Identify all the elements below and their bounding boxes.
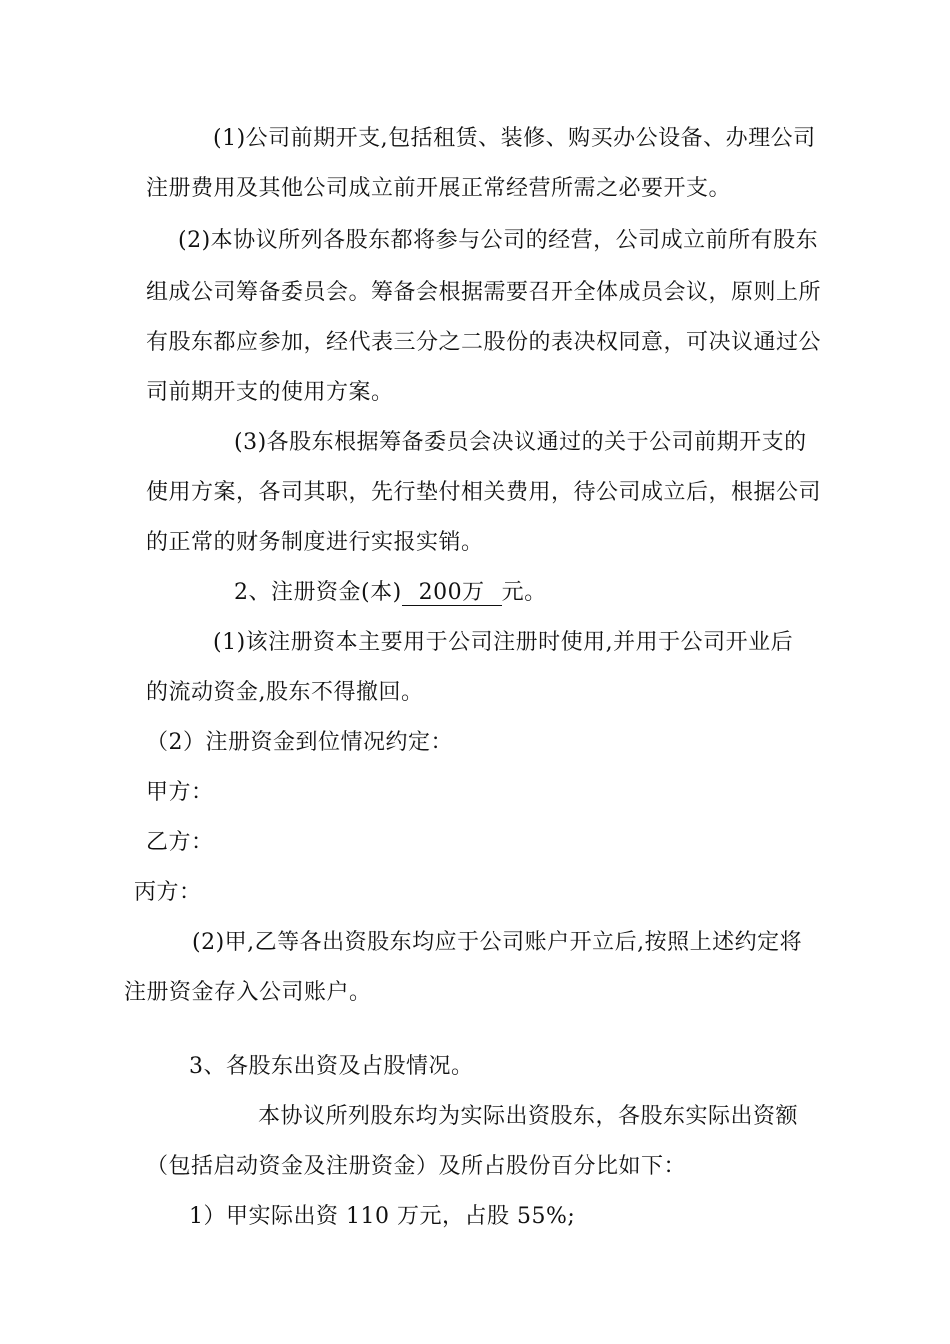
clause-1-2-line-3: 有股东都应参加，经代表三分之二股份的表决权同意，可决议通过公 — [146, 330, 822, 355]
party-a-contribution: 1）甲实际出资 110 万元，占股 55%; — [189, 1204, 576, 1229]
clause-1-1-line-2: 注册费用及其他公司成立前开展正常经营所需之必要开支。 — [146, 176, 732, 201]
clause-1-2-line-4: 司前期开支的使用方案。 — [146, 380, 394, 405]
section-3-intro-line-2: （包括启动资金及注册资金）及所占股份百分比如下： — [146, 1154, 687, 1179]
clause-1-3-line-3: 的正常的财务制度进行实报实销。 — [146, 530, 484, 555]
section-2-heading — [234, 578, 547, 608]
section-3-heading: 3、各股东出资及占股情况。 — [189, 1054, 474, 1079]
clause-2-2b-line-2: 注册资金存入公司账户。 — [124, 980, 372, 1005]
section-3-intro-line-1: 本协议所列股东均为实际出资股东，各股东实际出资额 — [258, 1104, 799, 1129]
clause-1-3-line-1: (3)各股东根据筹备委员会决议通过的关于公司前期开支的 — [234, 430, 807, 455]
section-2-prefix: 2、注册资金(本) — [234, 580, 402, 605]
party-a-label: 甲方： — [146, 780, 214, 805]
clause-1-3-line-2: 使用方案，各司其职，先行垫付相关费用，待公司成立后，根据公司 — [146, 480, 822, 505]
registered-capital-amount: 200万 — [403, 580, 500, 605]
clause-1-2-line-2: 组成公司筹备委员会。筹备会根据需要召开全体成员会议，原则上所 — [146, 280, 822, 305]
clause-1-1-line-1: (1)公司前期开支,包括租赁、装修、购买办公设备、办理公司 — [213, 126, 816, 151]
party-b-label: 乙方： — [146, 830, 214, 855]
section-2-suffix: 元。 — [501, 580, 547, 605]
clause-2-1-line-1: (1)该注册资本主要用于公司注册时使用,并用于公司开业后 — [213, 630, 794, 655]
clause-2-1-line-2: 的流动资金,股东不得撤回。 — [146, 680, 424, 705]
clause-2-2-heading: （2）注册资金到位情况约定： — [146, 730, 453, 755]
party-c-label: 丙方： — [134, 880, 202, 905]
clause-2-2b-line-1: (2)甲,乙等各出资股东均应于公司账户开立后,按照上述约定将 — [192, 930, 803, 955]
clause-1-2-line-1: (2)本协议所列各股东都将参与公司的经营，公司成立前所有股东 — [178, 228, 819, 253]
